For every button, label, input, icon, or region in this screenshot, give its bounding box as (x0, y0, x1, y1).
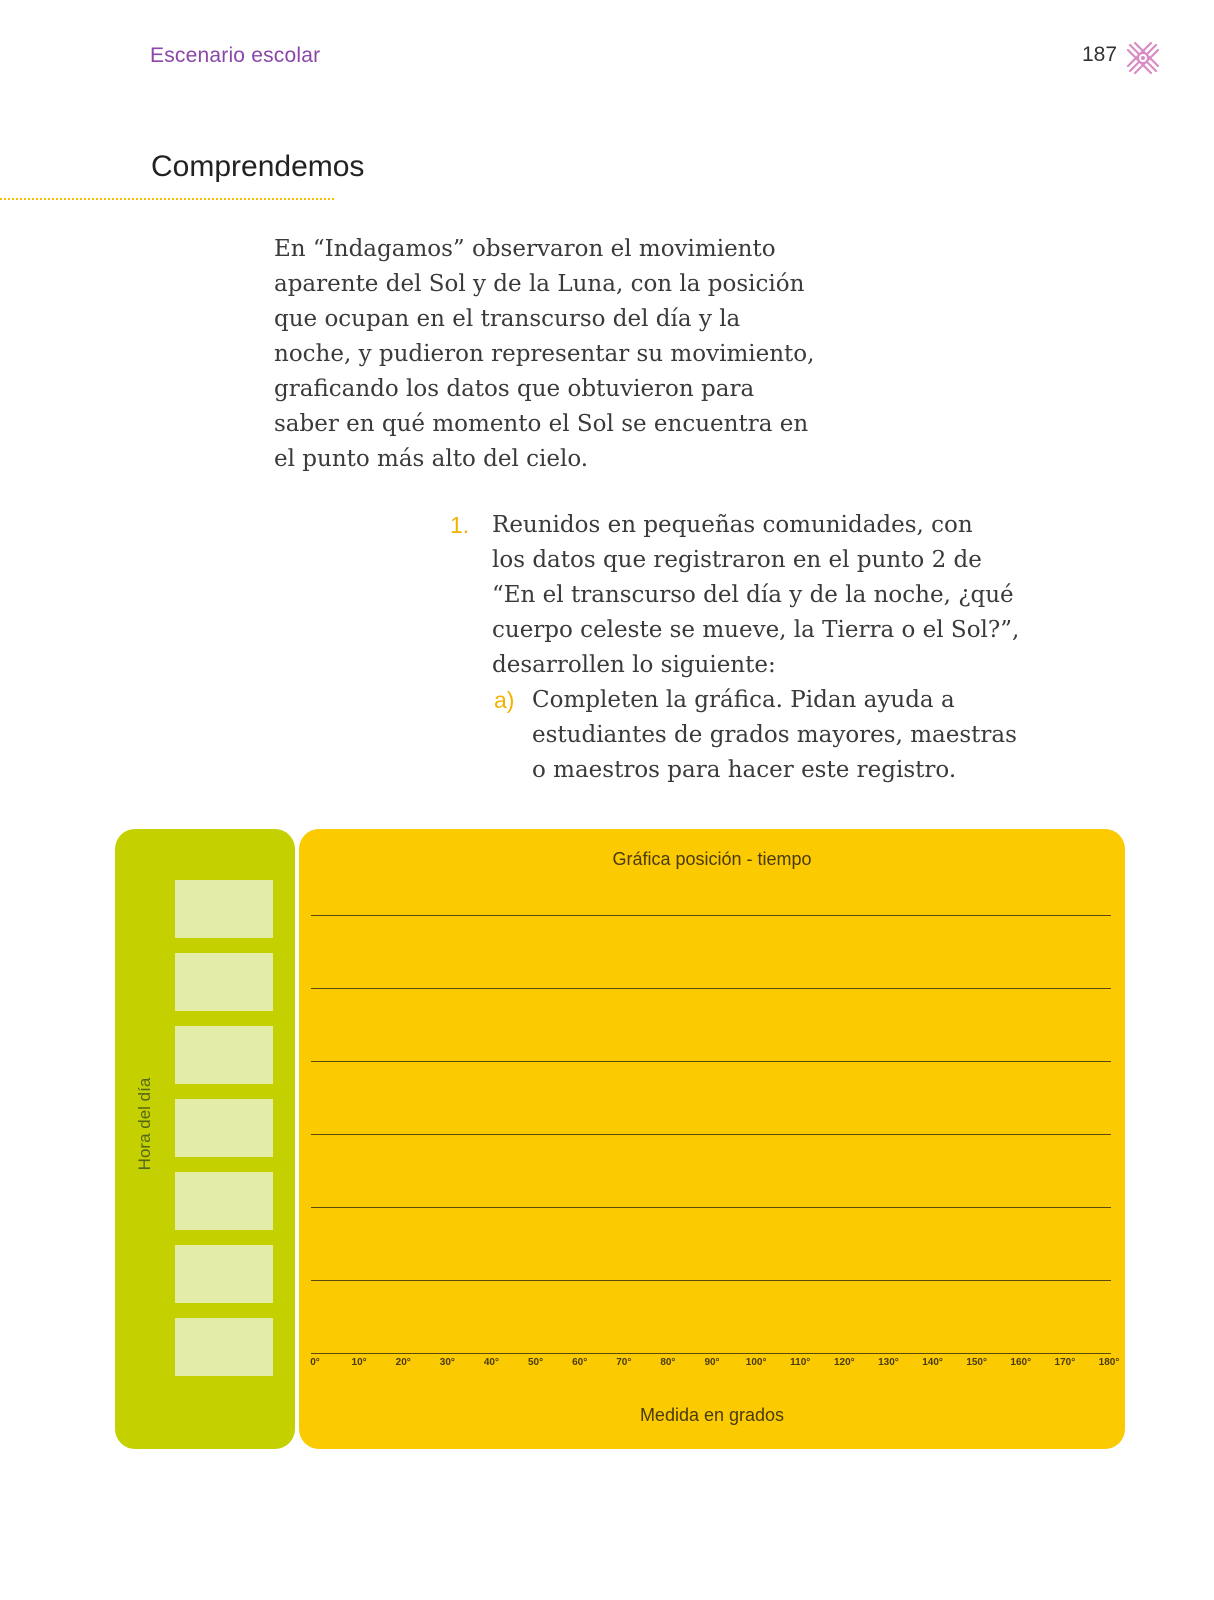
x-tick-label: 180° (1098, 1357, 1120, 1368)
time-entry-box[interactable] (175, 880, 273, 938)
cross-ornament-icon (1125, 40, 1161, 76)
page-number: 187 (1082, 43, 1118, 66)
x-tick-label: 150° (966, 1357, 987, 1368)
x-tick-label: 170° (1054, 1357, 1076, 1368)
activity-line: los datos que registraron en el punto 2 de (492, 547, 982, 573)
intro-line: graficando los datos que obtuvieron para (274, 376, 755, 402)
x-tick-label: 140° (922, 1357, 943, 1368)
x-tick-label: 160° (1010, 1357, 1032, 1368)
x-tick-label: 120° (833, 1357, 855, 1368)
x-tick-label: 90° (704, 1357, 720, 1368)
x-tick-label: 40° (483, 1357, 499, 1368)
x-tick-label: 0° (310, 1357, 320, 1368)
grid-line (311, 1280, 1111, 1281)
sub-item-line: o maestros para hacer este registro. (532, 757, 957, 783)
x-tick-label: 10° (351, 1357, 367, 1368)
grid-line (311, 1353, 1111, 1354)
x-tick-label: 130° (878, 1357, 899, 1368)
x-tick-label: 80° (660, 1357, 676, 1368)
header-section-label: Escenario escolar (150, 44, 321, 67)
chart-title: Gráfica posición - tiempo (612, 849, 812, 869)
x-tick-label: 30° (439, 1357, 455, 1368)
grid-line (311, 1134, 1111, 1135)
activity-line: “En el transcurso del día y de la noche, ¿qué (492, 582, 1014, 608)
x-axis-label: Medida en grados (639, 1405, 785, 1425)
x-tick-label: 100° (745, 1357, 767, 1368)
grid-line (311, 915, 1111, 916)
sub-item-letter: a) (494, 687, 515, 713)
section-title-underline (0, 198, 334, 200)
activity-line: cuerpo celeste se mueve, la Tierra o el Sol?”, (492, 617, 1020, 643)
time-axis-label: Hora del día (135, 1077, 154, 1171)
time-entry-box[interactable] (175, 1026, 273, 1084)
intro-line: aparente del Sol y de la Luna, con la posición (274, 271, 805, 297)
intro-line: saber en qué momento el Sol se encuentra en (274, 411, 809, 437)
sub-item-line: estudiantes de grados mayores, maestras (532, 722, 1017, 748)
time-entry-box[interactable] (175, 1172, 273, 1230)
intro-line: el punto más alto del cielo. (274, 446, 589, 472)
time-entry-box[interactable] (175, 953, 273, 1011)
grid-line (311, 1061, 1111, 1062)
time-entry-box[interactable] (175, 1099, 273, 1157)
grid-line (311, 1207, 1111, 1208)
activity-number: 1. (450, 512, 470, 538)
x-tick-label: 110° (790, 1357, 811, 1368)
time-entry-box[interactable] (175, 1318, 273, 1376)
activity-text (492, 508, 1019, 683)
x-tick-label: 60° (572, 1357, 588, 1368)
activity-line: Reunidos en pequeñas comunidades, con (492, 512, 973, 538)
x-tick-label: 20° (395, 1357, 411, 1368)
chart-panel (299, 829, 1125, 1449)
time-panel (115, 829, 295, 1449)
intro-paragraph (274, 232, 854, 477)
x-tick-label: 50° (527, 1357, 544, 1368)
intro-line: que ocupan en el transcurso del día y la (274, 306, 741, 332)
time-entry-box[interactable] (175, 1245, 273, 1303)
activity-line: desarrollen lo siguiente: (492, 652, 776, 678)
intro-line: En “Indagamos” observaron el movimiento (274, 236, 776, 262)
section-title: Comprendemos (151, 150, 365, 183)
grid-line (311, 988, 1111, 989)
sub-item-text (532, 683, 1017, 788)
sub-item-line: Completen la gráfica. Pidan ayuda a (532, 687, 955, 713)
x-tick-label: 70° (616, 1357, 632, 1368)
intro-line: noche, y pudieron representar su movimiento, (274, 341, 815, 367)
